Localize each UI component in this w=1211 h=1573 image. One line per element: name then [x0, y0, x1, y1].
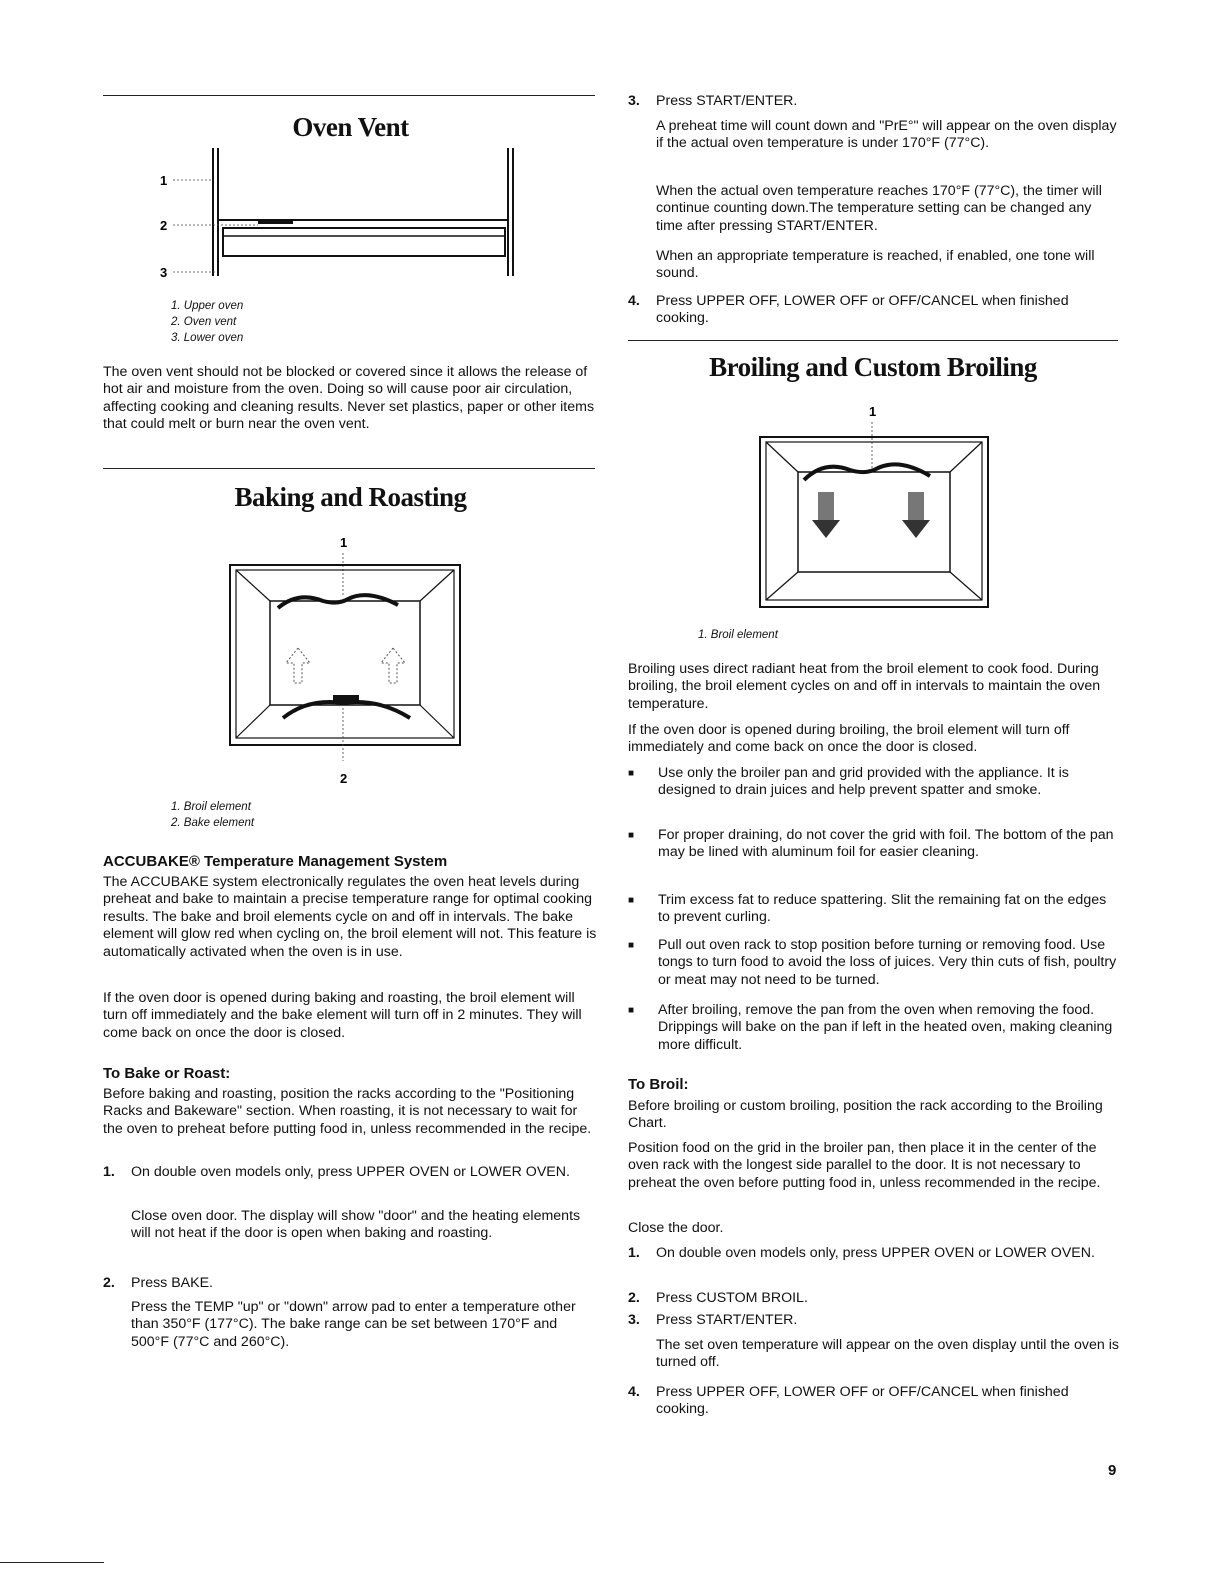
- callout-1: 1: [869, 404, 877, 419]
- step-text: Press UPPER OFF, LOWER OFF or OFF/CANCEL when finished cooking.: [656, 293, 1069, 327]
- bullet-icon: ■: [628, 768, 635, 779]
- baking-title: Baking and Roasting: [234, 482, 467, 512]
- list-item: Pull out oven rack to stop position before turning or removing food. Use tongs to turn food to avoid the loss of juices. Very thin cuts of fish, poultry or meat may not need to be turned.: [658, 937, 1117, 988]
- step-text: Press UPPER OFF, LOWER OFF or OFF/CANCEL when finished cooking.: [656, 1384, 1069, 1418]
- caption-oven-vent: 2. Oven vent: [171, 316, 237, 328]
- callout-1: 1: [340, 535, 348, 550]
- section-divider: [103, 95, 595, 96]
- step-text: Press BAKE.: [131, 1275, 214, 1291]
- step-number: 1.: [103, 1164, 115, 1180]
- step-number: 3.: [628, 1312, 640, 1328]
- baking-captions: [171, 799, 254, 831]
- callout-3: 3: [160, 265, 168, 280]
- step-number: 4.: [628, 1384, 640, 1400]
- to-bake-heading: To Bake or Roast:: [103, 1065, 231, 1082]
- list-item: Use only the broiler pan and grid provided with the appliance. It is designed to drain juices and help prevent spatter and smoke.: [658, 765, 1069, 799]
- step-text: Press CUSTOM BROIL.: [656, 1290, 808, 1306]
- accubake-heading: ACCUBAKE® Temperature Management System: [103, 853, 448, 870]
- bullet-icon: ■: [628, 940, 635, 951]
- caption-bake-element: 2. Bake element: [171, 817, 255, 829]
- to-broil-heading: To Broil:: [628, 1076, 689, 1093]
- broiling-title: Broiling and Custom Broiling: [709, 352, 1037, 382]
- to-bake-paragraph: Before baking and roasting, position the racks according to the "Positioning Racks and Bakeware" section. When roasting, it is not necessary to wait for the oven to preheat before putting food in, unless recommended in the recipe.: [103, 1086, 592, 1137]
- footer-rule: [0, 1562, 104, 1563]
- oven-vent-captions: [171, 298, 243, 346]
- callout-1: 1: [160, 173, 168, 188]
- baking-oven-diagram: [228, 533, 463, 788]
- caption-broil-element: 1. Broil element: [698, 629, 778, 641]
- broiling-paragraph-1: Broiling uses direct radiant heat from the broil element to cook food. During broiling, the broil element cycles on and off in intervals to maintain the oven temperature.: [628, 661, 1101, 712]
- callout-2: 2: [160, 218, 168, 233]
- step-detail: Press the TEMP "up" or "down" arrow pad to enter a temperature other than 350°F (177°C). The bake range can be set between 170°F and 500°F (77°C and 260°C).: [131, 1299, 576, 1350]
- oven-vent-diagram: [143, 148, 523, 283]
- step-number: 3.: [628, 93, 640, 109]
- step-text: On double oven models only, press UPPER OVEN or LOWER OVEN.: [131, 1164, 570, 1180]
- page-number: 9: [1108, 1462, 1117, 1479]
- oven-vent-title: Oven Vent: [292, 112, 409, 142]
- accubake-paragraph-2: If the oven door is opened during baking and roasting, the broil element will turn off immediately and the bake element will turn off in 2 minutes. They will come back on once the door is closed.: [103, 990, 582, 1041]
- to-broil-paragraph-2: Position food on the grid in the broiler pan, then place it in the center of the oven rack with the longest side parallel to the door. It is not necessary to preheat the oven before putting food in, unless recommended in the recipe.: [628, 1140, 1101, 1191]
- callout-2: 2: [340, 771, 348, 786]
- step-detail: The set oven temperature will appear on the oven display until the oven is turned off.: [656, 1337, 1119, 1371]
- bullet-icon: ■: [628, 830, 635, 841]
- list-item: For proper draining, do not cover the grid with foil. The bottom of the pan may be lined with aluminum foil for easier cleaning.: [658, 827, 1114, 861]
- step-detail: When the actual oven temperature reaches 170°F (77°C), the timer will continue counting down.The temperature setting can be changed any time after pressing START/ENTER.: [656, 183, 1102, 234]
- to-broil-paragraph-3: Close the door.: [628, 1220, 724, 1236]
- caption-broil-element: 1. Broil element: [171, 801, 251, 813]
- list-item: After broiling, remove the pan from the oven when removing the food. Drippings will bake on the pan if left in the heated oven, making cleaning more difficult.: [658, 1002, 1113, 1053]
- step-number: 2.: [628, 1290, 640, 1306]
- step-detail: When an appropriate temperature is reached, if enabled, one tone will sound.: [656, 248, 1095, 282]
- broiling-oven-diagram: [758, 402, 993, 612]
- section-divider: [628, 340, 1118, 341]
- step-number: 4.: [628, 293, 640, 309]
- list-item: Trim excess fat to reduce spattering. Slit the remaining fat on the edges to prevent curling.: [658, 892, 1107, 926]
- step-text: On double oven models only, press UPPER OVEN or LOWER OVEN.: [656, 1245, 1095, 1261]
- bullet-icon: ■: [628, 1005, 635, 1016]
- step-detail: Close oven door. The display will show "door" and the heating elements will not heat if the door is open when baking and roasting.: [131, 1208, 581, 1242]
- step-number: 2.: [103, 1275, 115, 1291]
- oven-vent-body: The oven vent should not be blocked or covered since it allows the release of hot air and moisture from the oven. Doing so will cause poor air circulation, affecting cooking and cleaning results. Never set plastics, paper or other items that could melt or burn near the oven vent.: [103, 364, 595, 433]
- to-broil-paragraph-1: Before broiling or custom broiling, position the rack according to the Broiling Chart.: [628, 1098, 1103, 1132]
- caption-upper-oven: 1. Upper oven: [171, 300, 244, 312]
- caption-lower-oven: 3. Lower oven: [171, 332, 244, 344]
- step-number: 1.: [628, 1245, 640, 1261]
- broiling-paragraph-2: If the oven door is opened during broiling, the broil element will turn off immediately and come back on once the door is closed.: [628, 722, 1070, 756]
- bullet-icon: ■: [628, 895, 635, 906]
- section-divider: [103, 468, 595, 469]
- step-detail: A preheat time will count down and "PrE°" will appear on the oven display if the actual oven temperature is under 170°F (77°C).: [656, 118, 1117, 152]
- accubake-paragraph-1: The ACCUBAKE system electronically regulates the oven heat levels during preheat and bake to maintain a precise temperature range for optimal cooking results. The bake and broil elements cycle on and off in intervals. The bake element will glow red when cycling on, the broil element will not. This feature is automatically activated when the oven is in use.: [103, 874, 597, 960]
- step-text: Press START/ENTER.: [656, 1312, 798, 1328]
- step-text: Press START/ENTER.: [656, 93, 798, 109]
